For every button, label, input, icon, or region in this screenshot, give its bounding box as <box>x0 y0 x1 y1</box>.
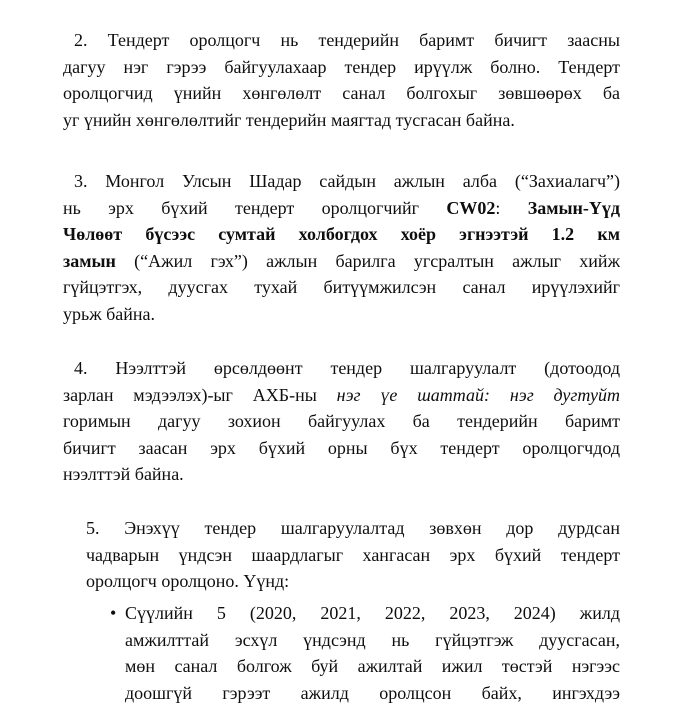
paragraph-3 <box>63 168 620 327</box>
text-segment: : <box>495 198 527 218</box>
paragraph-2 <box>63 27 620 133</box>
text-line <box>63 461 620 488</box>
text-segment: нь эрх бүхий тендерт оролцогчийг <box>63 198 446 218</box>
text-line <box>63 195 620 222</box>
text-segment: нээлттэй байна. <box>63 464 184 484</box>
text-segment: оролцогчид үнийн хөнгөлөлт санал болгохыг зөвшөөрөх ба <box>63 83 620 103</box>
paragraph-5 <box>86 515 620 595</box>
text-line <box>125 653 620 680</box>
text-segment: оролцогч оролцоно. Үүнд: <box>86 571 289 591</box>
text-segment: горимын дагуу зохион байгуулах ба тендерийн баримт <box>63 411 620 431</box>
text-line <box>63 80 620 107</box>
text-segment: зарлан мэдээлэх)-ыг АХБ-ны <box>63 385 337 405</box>
text-segment: доошгүй гэрээт ажилд оролцсон байх, ингэхдээ <box>125 683 620 703</box>
text-segment: замын <box>63 251 116 271</box>
text-line <box>63 248 620 275</box>
text-line <box>63 301 620 328</box>
text-line <box>86 542 620 569</box>
text-segment: CW02 <box>446 198 495 218</box>
text-line <box>63 382 620 409</box>
text-line <box>63 27 620 54</box>
text-line <box>63 168 620 195</box>
text-line <box>63 274 620 301</box>
text-segment: 4. Нээлттэй өрсөлдөөнт тендер шалгаруулалт (дотоодод <box>74 358 620 378</box>
text-segment: Чөлөөт бүсээс сумтай холбогдох хоёр эгнээтэй 1.2 км <box>63 224 620 244</box>
text-segment: мөн санал болгож буй ажилтай ижил төстэй нэгээс <box>125 656 620 676</box>
text-segment: 3. Монгол Улсын Шадар сайдын ажлын алба (“Захиалагч”) <box>74 171 620 191</box>
bullet-item-1 <box>125 600 620 706</box>
text-line <box>86 568 620 595</box>
text-segment: Замын-Үүд <box>528 198 620 218</box>
text-line <box>63 54 620 81</box>
text-line <box>63 435 620 462</box>
text-segment: 5. Энэхүү тендер шалгаруулалтад зөвхөн дор дурдсан <box>86 518 620 538</box>
paragraph-4 <box>63 355 620 488</box>
text-segment: амжилттай эсхүл үндсэнд нь гүйцэтгэж дуусгасан, <box>125 630 620 650</box>
text-segment: Сүүлийн 5 (2020, 2021, 2022, 2023, 2024) жилд <box>125 603 620 623</box>
text-line <box>125 600 620 627</box>
text-segment: нэг үе шаттай: нэг дугтуйт <box>337 385 620 405</box>
text-segment: 2. Тендерт оролцогч нь тендерийн баримт бичигт заасны <box>74 30 620 50</box>
bullet-marker-icon: • <box>110 600 116 627</box>
text-line <box>63 221 620 248</box>
text-segment: уг үнийн хөнгөлөлтийг тендерийн маягтад тусгасан байна. <box>63 110 515 130</box>
text-line <box>63 408 620 435</box>
text-segment: (“Ажил гэх”) ажлын барилга угсралтын ажлыг хийж <box>116 251 620 271</box>
text-segment: чадварын үндсэн шаардлагыг хангасан эрх бүхий тендерт <box>86 545 620 565</box>
text-segment: дагуу нэг гэрээ байгуулахаар тендер ирүүлж болно. Тендерт <box>63 57 620 77</box>
text-segment: бичигт заасан эрх бүхий орны бүх тендерт оролцогчдод <box>63 438 620 458</box>
text-line <box>86 515 620 542</box>
text-segment: гүйцэтгэх, дуусгах тухай битүүмжилсэн санал ирүүлэхийг <box>63 277 620 297</box>
text-line <box>125 627 620 654</box>
text-line <box>63 107 620 134</box>
text-line <box>63 355 620 382</box>
text-segment: урьж байна. <box>63 304 155 324</box>
text-line <box>125 680 620 706</box>
